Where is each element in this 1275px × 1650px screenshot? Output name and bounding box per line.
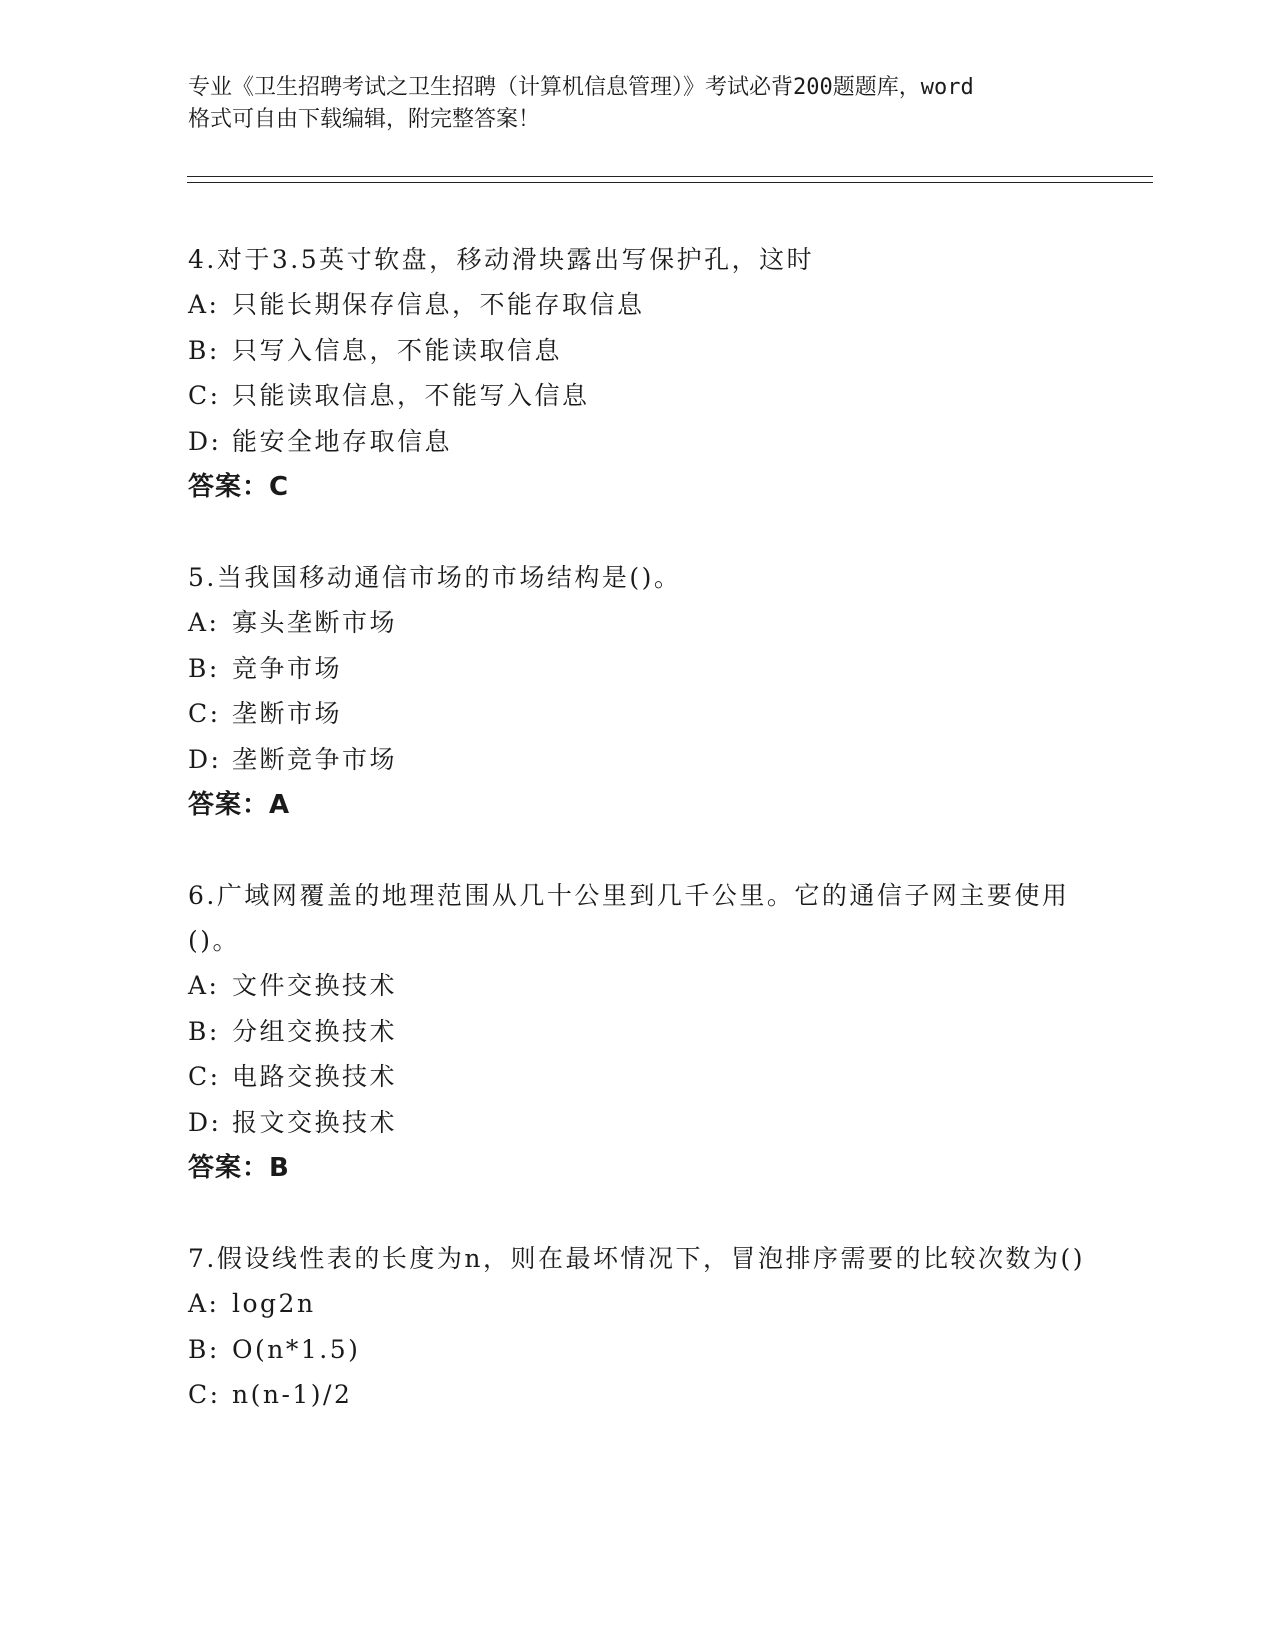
question-7 bbox=[188, 1236, 1088, 1418]
question-6 bbox=[188, 873, 1088, 1191]
option-a bbox=[188, 282, 1088, 328]
option-d bbox=[188, 419, 1088, 465]
option-d bbox=[188, 1100, 1088, 1146]
option-letter: A: bbox=[188, 290, 220, 319]
option-letter: D: bbox=[188, 1107, 222, 1137]
option-text: 只写入信息，不能读取信息 bbox=[232, 335, 563, 365]
question-stem: 5.当我国移动通信市场的市场结构是()。 bbox=[188, 563, 682, 592]
header-line-1: 专业《卫生招聘考试之卫生招聘（计算机信息管理）》考试必背200题题库，word bbox=[188, 75, 974, 100]
header-divider-top bbox=[187, 176, 1153, 177]
answer-label: 答案：A bbox=[188, 790, 291, 820]
option-letter: C: bbox=[188, 1062, 221, 1091]
option-letter: B: bbox=[188, 1334, 220, 1364]
option-text: 分组交换技术 bbox=[232, 1016, 398, 1046]
option-letter: C: bbox=[188, 381, 221, 410]
option-text: O(n*1.5) bbox=[232, 1334, 361, 1364]
option-letter: D: bbox=[188, 426, 222, 456]
option-letter: D: bbox=[188, 744, 222, 774]
option-letter: A: bbox=[188, 1289, 220, 1318]
question-4 bbox=[188, 237, 1088, 510]
option-letter: B: bbox=[188, 335, 220, 365]
option-text: 寡头垄断市场 bbox=[232, 608, 398, 637]
option-b bbox=[188, 646, 1088, 692]
header-line-2: 格式可自由下载编辑，附完整答案！ bbox=[188, 107, 541, 132]
document-header bbox=[188, 72, 1088, 136]
option-letter: A: bbox=[188, 608, 220, 637]
option-b bbox=[188, 328, 1088, 374]
option-text: 竞争市场 bbox=[232, 653, 343, 683]
option-text: 电路交换技术 bbox=[232, 1062, 398, 1091]
question-stem: 4.对于3.5英寸软盘，移动滑块露出写保护孔，这时 bbox=[188, 245, 815, 274]
option-letter: C: bbox=[188, 1380, 221, 1409]
option-a bbox=[188, 600, 1088, 646]
option-letter: B: bbox=[188, 653, 220, 683]
option-text: 只能读取信息，不能写入信息 bbox=[232, 381, 590, 410]
option-letter: A: bbox=[188, 971, 220, 1000]
option-d bbox=[188, 737, 1088, 783]
option-a bbox=[188, 963, 1088, 1009]
option-letter: B: bbox=[188, 1016, 220, 1046]
answer-label: 答案：B bbox=[188, 1153, 290, 1183]
option-text: 文件交换技术 bbox=[232, 971, 398, 1000]
option-c bbox=[188, 373, 1088, 419]
option-text: log2n bbox=[232, 1289, 316, 1318]
option-text: 垄断竞争市场 bbox=[232, 744, 398, 774]
option-text: n(n-1)/2 bbox=[232, 1380, 353, 1409]
option-a bbox=[188, 1281, 1088, 1327]
question-stem: 6.广域网覆盖的地理范围从几十公里到几千公里。它的通信子网主要使用()。 bbox=[188, 881, 1070, 955]
option-c bbox=[188, 691, 1088, 737]
option-c bbox=[188, 1054, 1088, 1100]
question-5 bbox=[188, 555, 1088, 828]
option-text: 报文交换技术 bbox=[232, 1107, 398, 1137]
option-b bbox=[188, 1327, 1088, 1373]
option-b bbox=[188, 1009, 1088, 1055]
option-text: 能安全地存取信息 bbox=[232, 426, 453, 456]
option-c bbox=[188, 1372, 1088, 1418]
option-text: 只能长期保存信息，不能存取信息 bbox=[232, 290, 645, 319]
question-stem: 7.假设线性表的长度为n，则在最坏情况下，冒泡排序需要的比较次数为() bbox=[188, 1244, 1085, 1273]
answer-label: 答案：C bbox=[188, 472, 290, 502]
option-text: 垄断市场 bbox=[232, 699, 343, 728]
question-list bbox=[188, 237, 1088, 1463]
header-divider-bottom bbox=[187, 182, 1153, 183]
option-letter: C: bbox=[188, 699, 221, 728]
